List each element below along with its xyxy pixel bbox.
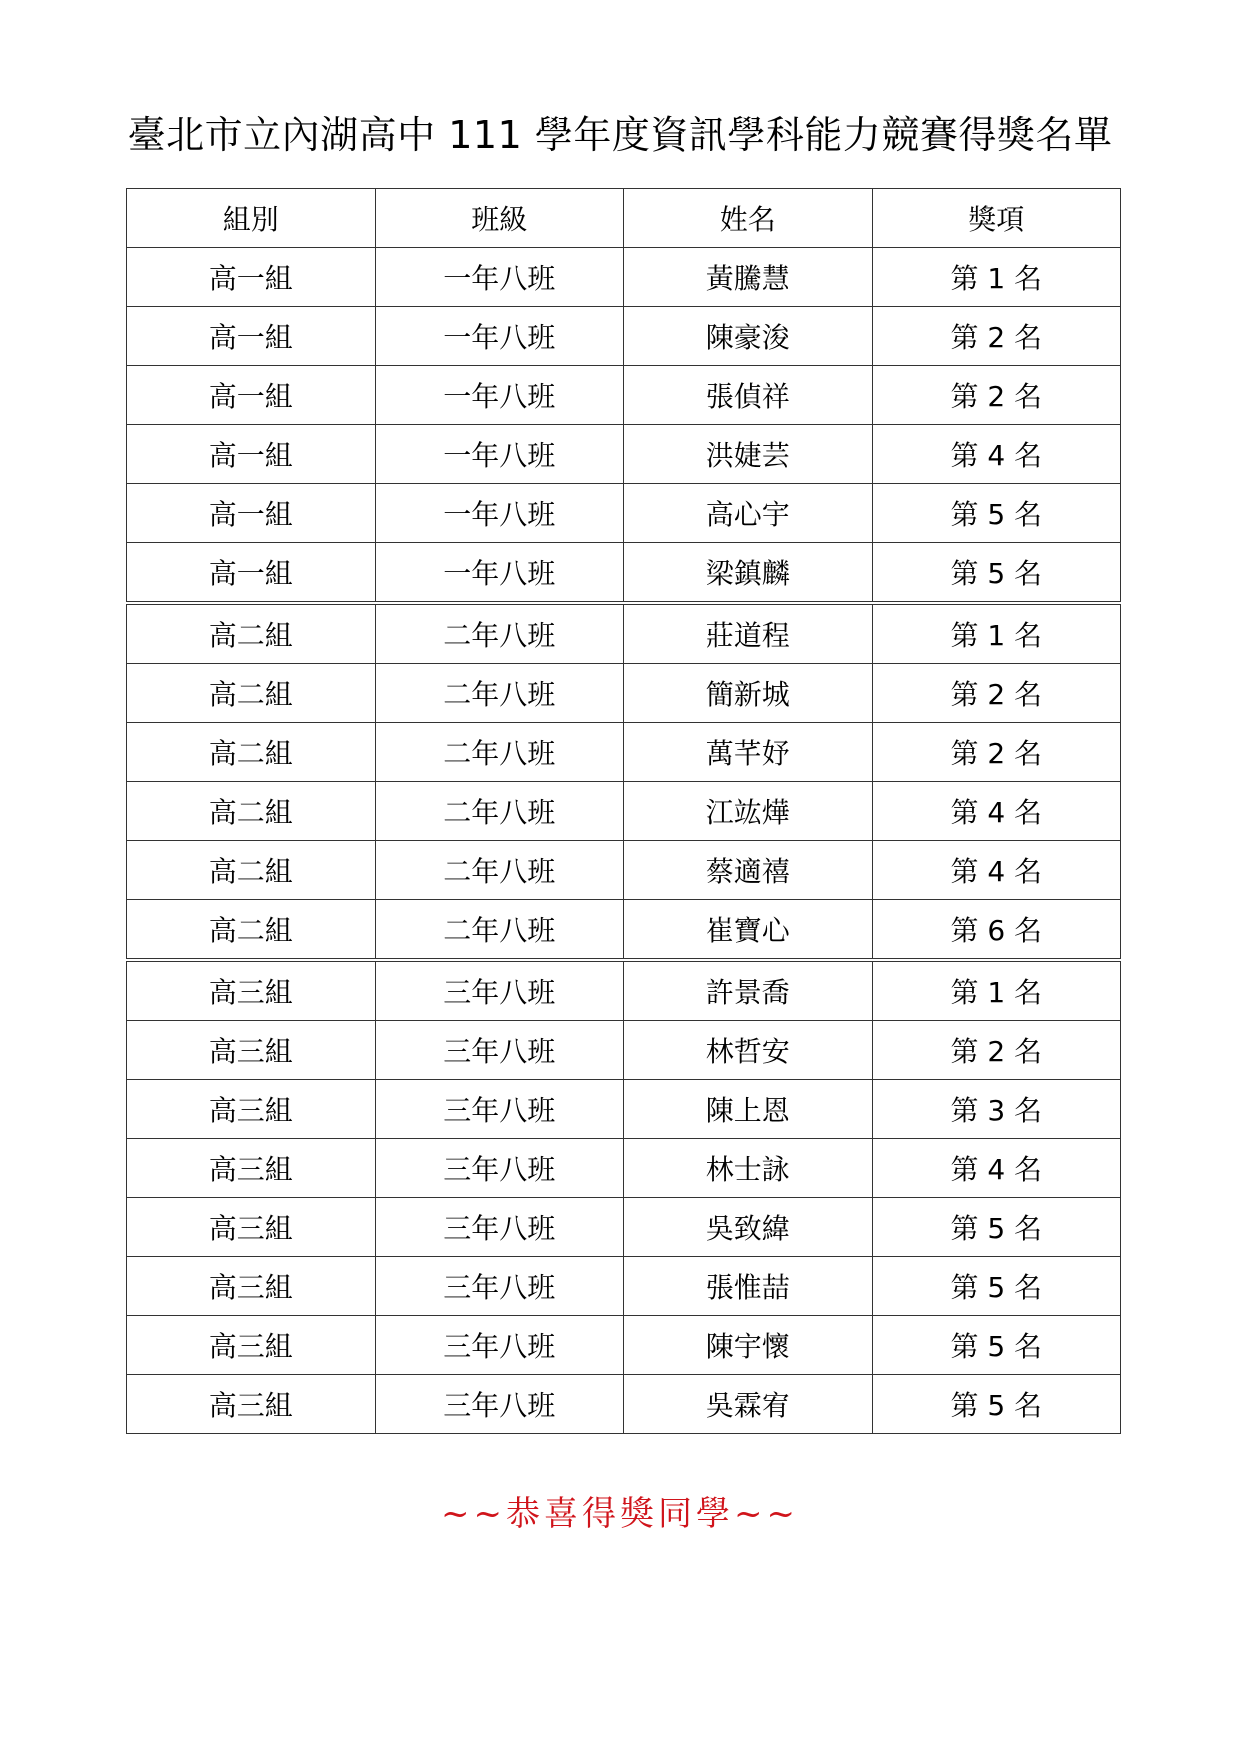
cell-award: 第 4 名	[872, 782, 1121, 841]
cell-name: 簡新城	[624, 664, 873, 723]
cell-class: 三年八班	[375, 1198, 624, 1257]
table-row	[127, 664, 1121, 723]
cell-award: 第 6 名	[872, 900, 1121, 961]
cell-class: 三年八班	[375, 1257, 624, 1316]
cell-name: 陳宇懷	[624, 1316, 873, 1375]
table-row	[127, 484, 1121, 543]
cell-award: 第 5 名	[872, 1375, 1121, 1434]
cell-group: 高一組	[127, 425, 376, 484]
cell-group: 高二組	[127, 841, 376, 900]
cell-name: 陳上恩	[624, 1080, 873, 1139]
table-row	[127, 248, 1121, 307]
cell-award: 第 5 名	[872, 1316, 1121, 1375]
table-row	[127, 960, 1121, 1021]
cell-class: 三年八班	[375, 1139, 624, 1198]
cell-class: 二年八班	[375, 782, 624, 841]
cell-group: 高三組	[127, 1375, 376, 1434]
cell-group: 高三組	[127, 1021, 376, 1080]
table-header-row	[127, 189, 1121, 248]
table-row	[127, 1080, 1121, 1139]
awards-table	[126, 188, 1121, 1434]
cell-class: 二年八班	[375, 723, 624, 782]
cell-name: 林哲安	[624, 1021, 873, 1080]
cell-class: 一年八班	[375, 425, 624, 484]
cell-name: 蔡適禧	[624, 841, 873, 900]
cell-class: 三年八班	[375, 1375, 624, 1434]
table-row	[127, 1375, 1121, 1434]
cell-group: 高三組	[127, 1257, 376, 1316]
cell-class: 一年八班	[375, 543, 624, 604]
table-row	[127, 1021, 1121, 1080]
table-row	[127, 841, 1121, 900]
cell-award: 第 2 名	[872, 723, 1121, 782]
cell-group: 高三組	[127, 1139, 376, 1198]
table-row	[127, 1139, 1121, 1198]
cell-group: 高二組	[127, 723, 376, 782]
table-row	[127, 782, 1121, 841]
header-class: 班級	[375, 189, 624, 248]
cell-award: 第 1 名	[872, 960, 1121, 1021]
cell-name: 吳致緯	[624, 1198, 873, 1257]
cell-class: 二年八班	[375, 664, 624, 723]
cell-group: 高一組	[127, 366, 376, 425]
cell-group: 高三組	[127, 960, 376, 1021]
cell-award: 第 4 名	[872, 841, 1121, 900]
cell-award: 第 3 名	[872, 1080, 1121, 1139]
cell-class: 一年八班	[375, 248, 624, 307]
cell-group: 高三組	[127, 1080, 376, 1139]
cell-class: 三年八班	[375, 1021, 624, 1080]
cell-name: 萬芊妤	[624, 723, 873, 782]
table-row	[127, 603, 1121, 664]
table-row	[127, 425, 1121, 484]
cell-award: 第 5 名	[872, 1198, 1121, 1257]
cell-class: 一年八班	[375, 307, 624, 366]
cell-name: 吳霖宥	[624, 1375, 873, 1434]
cell-name: 許景喬	[624, 960, 873, 1021]
cell-name: 崔寶心	[624, 900, 873, 961]
cell-name: 高心宇	[624, 484, 873, 543]
table-row	[127, 543, 1121, 604]
table-row	[127, 366, 1121, 425]
cell-award: 第 5 名	[872, 543, 1121, 604]
cell-group: 高二組	[127, 900, 376, 961]
cell-name: 莊道程	[624, 603, 873, 664]
cell-class: 二年八班	[375, 841, 624, 900]
cell-group: 高二組	[127, 603, 376, 664]
cell-class: 三年八班	[375, 960, 624, 1021]
table-row	[127, 723, 1121, 782]
cell-award: 第 4 名	[872, 1139, 1121, 1198]
cell-class: 三年八班	[375, 1080, 624, 1139]
cell-group: 高三組	[127, 1198, 376, 1257]
table-row	[127, 1316, 1121, 1375]
cell-award: 第 4 名	[872, 425, 1121, 484]
cell-award: 第 2 名	[872, 307, 1121, 366]
table-row	[127, 307, 1121, 366]
cell-class: 三年八班	[375, 1316, 624, 1375]
cell-group: 高一組	[127, 248, 376, 307]
page-title: 臺北市立內湖高中 111 學年度資訊學科能力競賽得獎名單	[127, 113, 1113, 157]
cell-award: 第 5 名	[872, 1257, 1121, 1316]
header-group: 組別	[127, 189, 376, 248]
cell-class: 一年八班	[375, 366, 624, 425]
cell-award: 第 1 名	[872, 248, 1121, 307]
cell-group: 高二組	[127, 664, 376, 723]
table-row	[127, 900, 1121, 961]
cell-group: 高一組	[127, 543, 376, 604]
cell-name: 洪婕芸	[624, 425, 873, 484]
cell-award: 第 5 名	[872, 484, 1121, 543]
table-row	[127, 1257, 1121, 1316]
header-award: 獎項	[872, 189, 1121, 248]
cell-name: 張偵祥	[624, 366, 873, 425]
cell-award: 第 2 名	[872, 1021, 1121, 1080]
congratulations-text: ~~恭喜得獎同學~~	[441, 1494, 799, 1534]
cell-class: 二年八班	[375, 603, 624, 664]
header-name: 姓名	[624, 189, 873, 248]
cell-name: 林士詠	[624, 1139, 873, 1198]
cell-group: 高二組	[127, 782, 376, 841]
cell-name: 江竑燁	[624, 782, 873, 841]
cell-award: 第 1 名	[872, 603, 1121, 664]
cell-name: 黃騰慧	[624, 248, 873, 307]
cell-class: 二年八班	[375, 900, 624, 961]
cell-award: 第 2 名	[872, 366, 1121, 425]
cell-award: 第 2 名	[872, 664, 1121, 723]
cell-name: 張惟喆	[624, 1257, 873, 1316]
cell-group: 高一組	[127, 307, 376, 366]
cell-name: 陳豪浚	[624, 307, 873, 366]
cell-name: 梁鎮麟	[624, 543, 873, 604]
table-row	[127, 1198, 1121, 1257]
cell-class: 一年八班	[375, 484, 624, 543]
cell-group: 高一組	[127, 484, 376, 543]
cell-group: 高三組	[127, 1316, 376, 1375]
